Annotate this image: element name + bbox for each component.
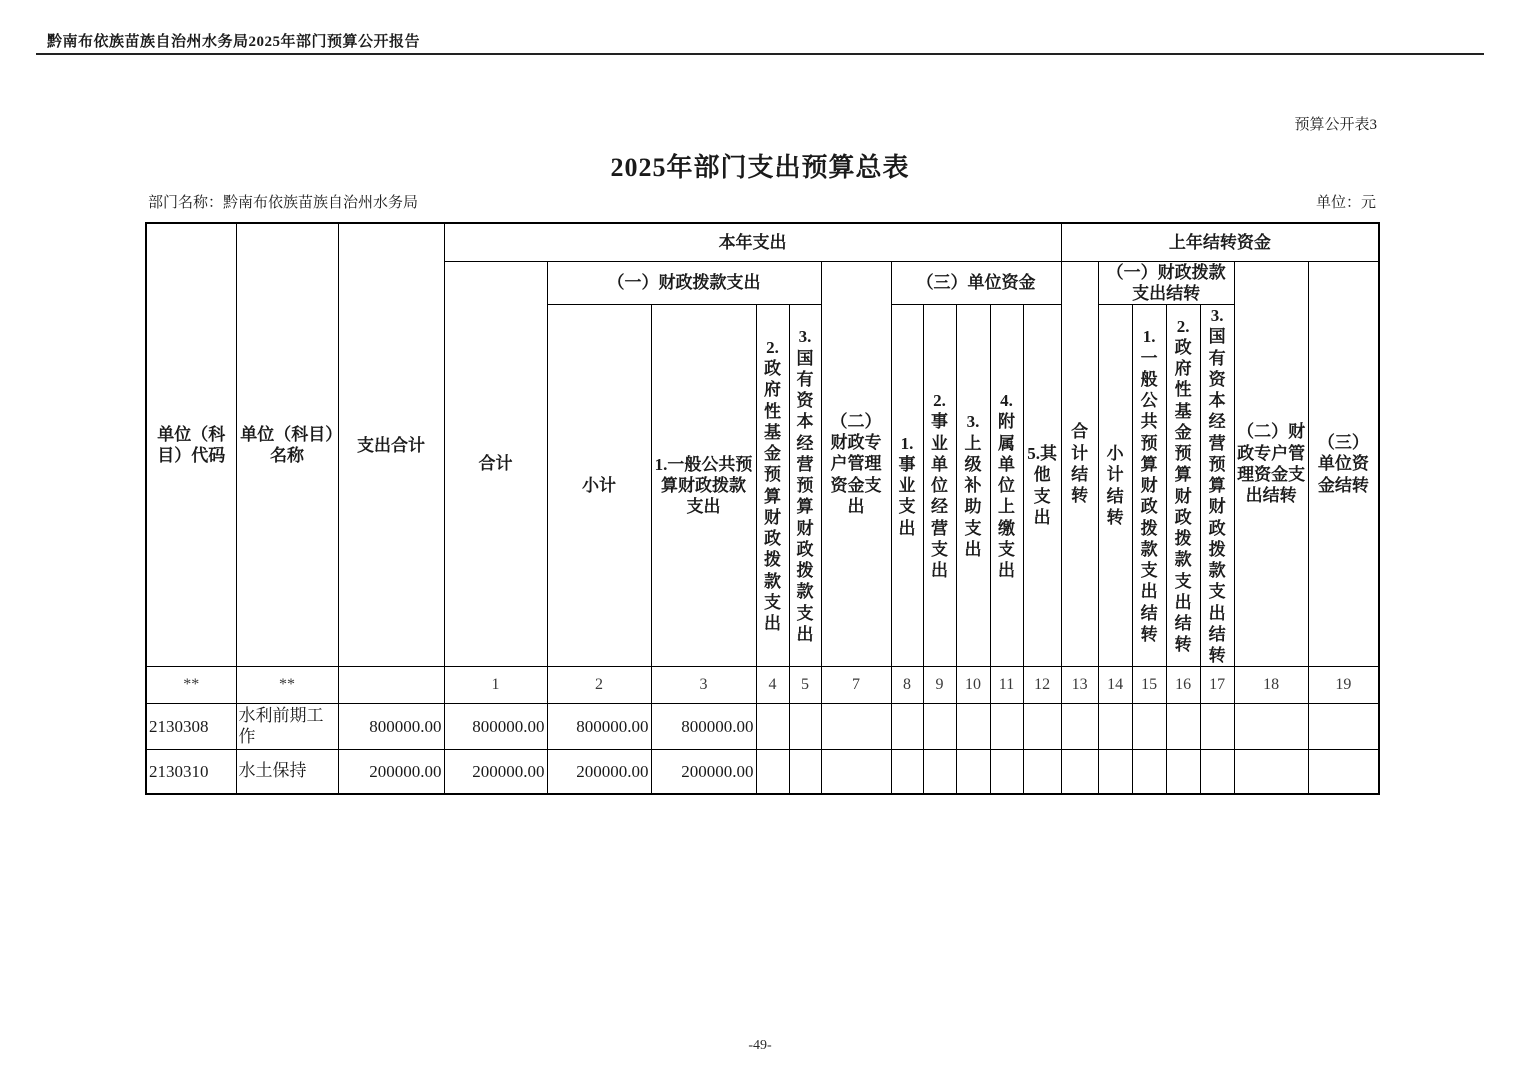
col-header-unit-other: 5.其他支出 <box>1023 305 1061 667</box>
col-index: 2 <box>547 667 651 704</box>
col-header-carry-gov-fund: 2.政府性基金预算财政拨款支出结转 <box>1166 305 1200 667</box>
group-header-carryover: 上年结转资金 <box>1061 223 1379 261</box>
cell-value: 800000.00 <box>547 704 651 750</box>
cell-value <box>1098 704 1132 750</box>
cell-value <box>891 750 923 794</box>
col-header-unit-name: 单位（科目）名称 <box>236 223 338 667</box>
col-index: 17 <box>1200 667 1234 704</box>
col-header-fiscal-state-capital: 3.国有资本经营预算财政拨款支出 <box>789 305 821 667</box>
cell-value: 200000.00 <box>651 750 756 794</box>
col-header-fiscal-subtotal: 小计 <box>547 305 651 667</box>
col-index: 8 <box>891 667 923 704</box>
cell-value <box>756 704 789 750</box>
col-index: ** <box>146 667 236 704</box>
col-header-unit-superior: 3.上级补助支出 <box>956 305 990 667</box>
cell-value <box>990 750 1023 794</box>
cell-value <box>1023 704 1061 750</box>
col-index: 13 <box>1061 667 1098 704</box>
cell-value: 800000.00 <box>651 704 756 750</box>
col-header-carry-general: 1.一般公共预算财政拨款支出结转 <box>1132 305 1166 667</box>
col-header-carry-special-account: （二）财政专户管理资金支出结转 <box>1234 261 1308 667</box>
unit-label: 单位：元 <box>1315 195 1376 211</box>
col-index: 4 <box>756 667 789 704</box>
row-code: 2130310 <box>146 750 236 794</box>
cell-value <box>1023 750 1061 794</box>
cell-value <box>1308 704 1379 750</box>
table-row <box>146 750 1379 794</box>
col-header-carry-state-capital: 3.国有资本经营预算财政拨款支出结转 <box>1200 305 1234 667</box>
col-index <box>338 667 444 704</box>
col-index: 1 <box>444 667 547 704</box>
col-index: 14 <box>1098 667 1132 704</box>
col-index: 15 <box>1132 667 1166 704</box>
col-header-unit-operating: 2.事业单位经营支出 <box>923 305 956 667</box>
cell-value <box>1234 750 1308 794</box>
cell-value <box>789 704 821 750</box>
table-row <box>146 704 1379 750</box>
cell-value <box>1061 704 1098 750</box>
cell-value <box>1200 750 1234 794</box>
budget-table <box>145 222 1380 795</box>
cell-value <box>1132 750 1166 794</box>
col-index: 11 <box>990 667 1023 704</box>
row-code: 2130308 <box>146 704 236 750</box>
col-header-unit-business: 1.事业支出 <box>891 305 923 667</box>
col-index: 12 <box>1023 667 1061 704</box>
cell-value <box>956 750 990 794</box>
col-index: 16 <box>1166 667 1200 704</box>
header-row-1 <box>146 223 1379 261</box>
cell-value: 800000.00 <box>444 704 547 750</box>
row-name: 水土保持 <box>236 750 338 794</box>
cell-value <box>1234 704 1308 750</box>
cell-value <box>1061 750 1098 794</box>
group-header-unit-fund: （三）单位资金 <box>891 261 1061 305</box>
cell-value <box>990 704 1023 750</box>
col-index: 10 <box>956 667 990 704</box>
col-header-carry-subtotal: 小计结转 <box>1098 305 1132 667</box>
cell-value: 200000.00 <box>547 750 651 794</box>
cell-value <box>789 750 821 794</box>
page-title: 2025年部门支出预算总表 <box>610 153 910 182</box>
cell-value <box>1132 704 1166 750</box>
col-header-expense-total: 支出合计 <box>338 223 444 667</box>
report-header: 黔南布依族苗族自治州水务局2025年部门预算公开报告 <box>47 34 421 50</box>
cell-value <box>756 750 789 794</box>
header-divider <box>36 53 1484 55</box>
col-header-fiscal-general: 1.一般公共预算财政拨款支出 <box>651 305 756 667</box>
group-header-carry-fiscal: （一）财政拨款支出结转 <box>1098 261 1234 305</box>
cell-value: 800000.00 <box>338 704 444 750</box>
cell-value <box>891 704 923 750</box>
col-header-carry-total: 合计结转 <box>1061 261 1098 667</box>
col-header-fiscal-gov-fund: 2.政府性基金预算财政拨款支出 <box>756 305 789 667</box>
col-header-unit-affiliate: 4.附属单位上缴支出 <box>990 305 1023 667</box>
cell-value <box>1200 704 1234 750</box>
cell-value <box>1308 750 1379 794</box>
col-header-unit-code: 单位（科目）代码 <box>146 223 236 667</box>
sheet-label: 预算公开表3 <box>1294 117 1377 133</box>
col-index: ** <box>236 667 338 704</box>
column-index-row <box>146 667 1379 704</box>
cell-value <box>1098 750 1132 794</box>
group-header-current-year: 本年支出 <box>444 223 1061 261</box>
cell-value <box>956 704 990 750</box>
col-header-current-total: 合计 <box>444 261 547 667</box>
cell-value <box>821 704 891 750</box>
cell-value <box>923 750 956 794</box>
row-name: 水利前期工作 <box>236 704 338 750</box>
cell-value: 200000.00 <box>444 750 547 794</box>
page-number: -49- <box>748 1038 772 1053</box>
col-index: 19 <box>1308 667 1379 704</box>
col-index: 5 <box>789 667 821 704</box>
department-name: 部门名称：黔南布依族苗族自治州水务局 <box>148 195 419 211</box>
col-index: 3 <box>651 667 756 704</box>
cell-value <box>923 704 956 750</box>
col-index: 18 <box>1234 667 1308 704</box>
cell-value <box>821 750 891 794</box>
col-header-carry-unit-fund: （三）单位资金结转 <box>1308 261 1379 667</box>
cell-value: 200000.00 <box>338 750 444 794</box>
group-header-fiscal: （一）财政拨款支出 <box>547 261 821 305</box>
col-header-special-account: （二）财政专户管理资金支出 <box>821 261 891 667</box>
col-index: 9 <box>923 667 956 704</box>
cell-value <box>1166 704 1200 750</box>
cell-value <box>1166 750 1200 794</box>
col-index: 7 <box>821 667 891 704</box>
